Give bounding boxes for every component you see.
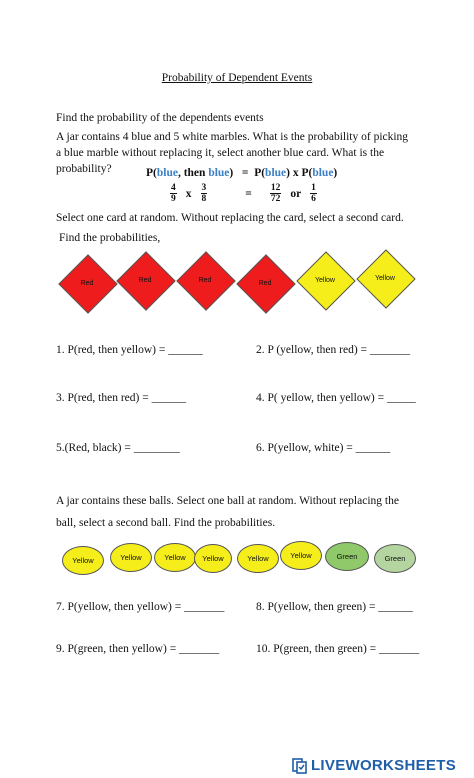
fraction-1-6: $\frac{1}{6}$ bbox=[311, 183, 316, 204]
card-red-2: Red bbox=[116, 251, 174, 309]
question-8: 8. P(yellow, then green) = ______ bbox=[256, 601, 413, 613]
question-4: 4. P( yellow, then yellow) = _____ bbox=[256, 392, 416, 404]
fraction-3-8: $\frac{3}{8}$ bbox=[201, 183, 207, 204]
formula-line: P(blue, then blue) = P(blue) x P(blue) bbox=[146, 167, 338, 179]
ball-yellow-1: Yellow bbox=[62, 546, 104, 575]
find-probabilities-text: Find the probabilities, bbox=[59, 232, 161, 244]
problem-1-text: A jar contains 4 blue and 5 white marbles. What is the probability of picking a blue marble without replacing it, select another blue card. What is the probability? bbox=[56, 131, 409, 175]
balls-instruction: A jar contains these balls. Select one ball at random. Without replacing the ball, select a second ball. Find the probabilities. bbox=[56, 495, 399, 529]
calculation-line: $\frac{4}{9}$ x $\frac{3}{8}$ = $\frac{12}{72}$ or $\frac{1}{6}$ bbox=[171, 183, 316, 204]
card-yellow-2: Yellow bbox=[356, 249, 414, 307]
question-10: 10. P(green, then green) = _______ bbox=[256, 643, 420, 655]
fraction-12-72: $\frac{12}{72}$ bbox=[270, 183, 281, 204]
intro-text: Find the probability of the dependents events bbox=[56, 112, 264, 124]
card-yellow-1: Yellow bbox=[296, 251, 354, 309]
ball-yellow-6: Yellow bbox=[280, 541, 322, 570]
question-3: 3. P(red, then red) = ______ bbox=[56, 392, 187, 404]
liveworksheets-logo bbox=[292, 757, 456, 774]
ball-yellow-3: Yellow bbox=[154, 543, 196, 572]
ball-yellow-4: Yellow bbox=[194, 544, 232, 573]
question-7: 7. P(yellow, then yellow) = _______ bbox=[56, 601, 225, 613]
card-red-1: Red bbox=[58, 254, 116, 312]
question-5: 5.(Red, black) = ________ bbox=[56, 442, 180, 454]
question-2: 2. P (yellow, then red) = _______ bbox=[256, 344, 411, 356]
page-title: Probability of Dependent Events bbox=[161, 72, 313, 84]
cards-instruction: Select one card at random. Without replacing the card, select a second card. bbox=[56, 212, 404, 224]
fraction-4-9: $\frac{4}{9}$ bbox=[171, 183, 176, 204]
card-red-3: Red bbox=[176, 251, 234, 309]
ball-yellow-5: Yellow bbox=[237, 544, 279, 573]
card-red-4: Red bbox=[236, 254, 294, 312]
ball-yellow-2: Yellow bbox=[110, 543, 152, 572]
liveworksheets-brand-text: LIVEWORKSHEETS bbox=[310, 757, 456, 774]
ball-green-1: Green bbox=[325, 542, 369, 571]
ball-green-2: Green bbox=[374, 544, 416, 573]
question-1: 1. P(red, then yellow) = ______ bbox=[56, 344, 203, 356]
question-6: 6. P(yellow, white) = ______ bbox=[256, 442, 391, 454]
liveworksheets-logo-icon bbox=[292, 758, 308, 774]
question-9: 9. P(green, then yellow) = _______ bbox=[56, 643, 220, 655]
